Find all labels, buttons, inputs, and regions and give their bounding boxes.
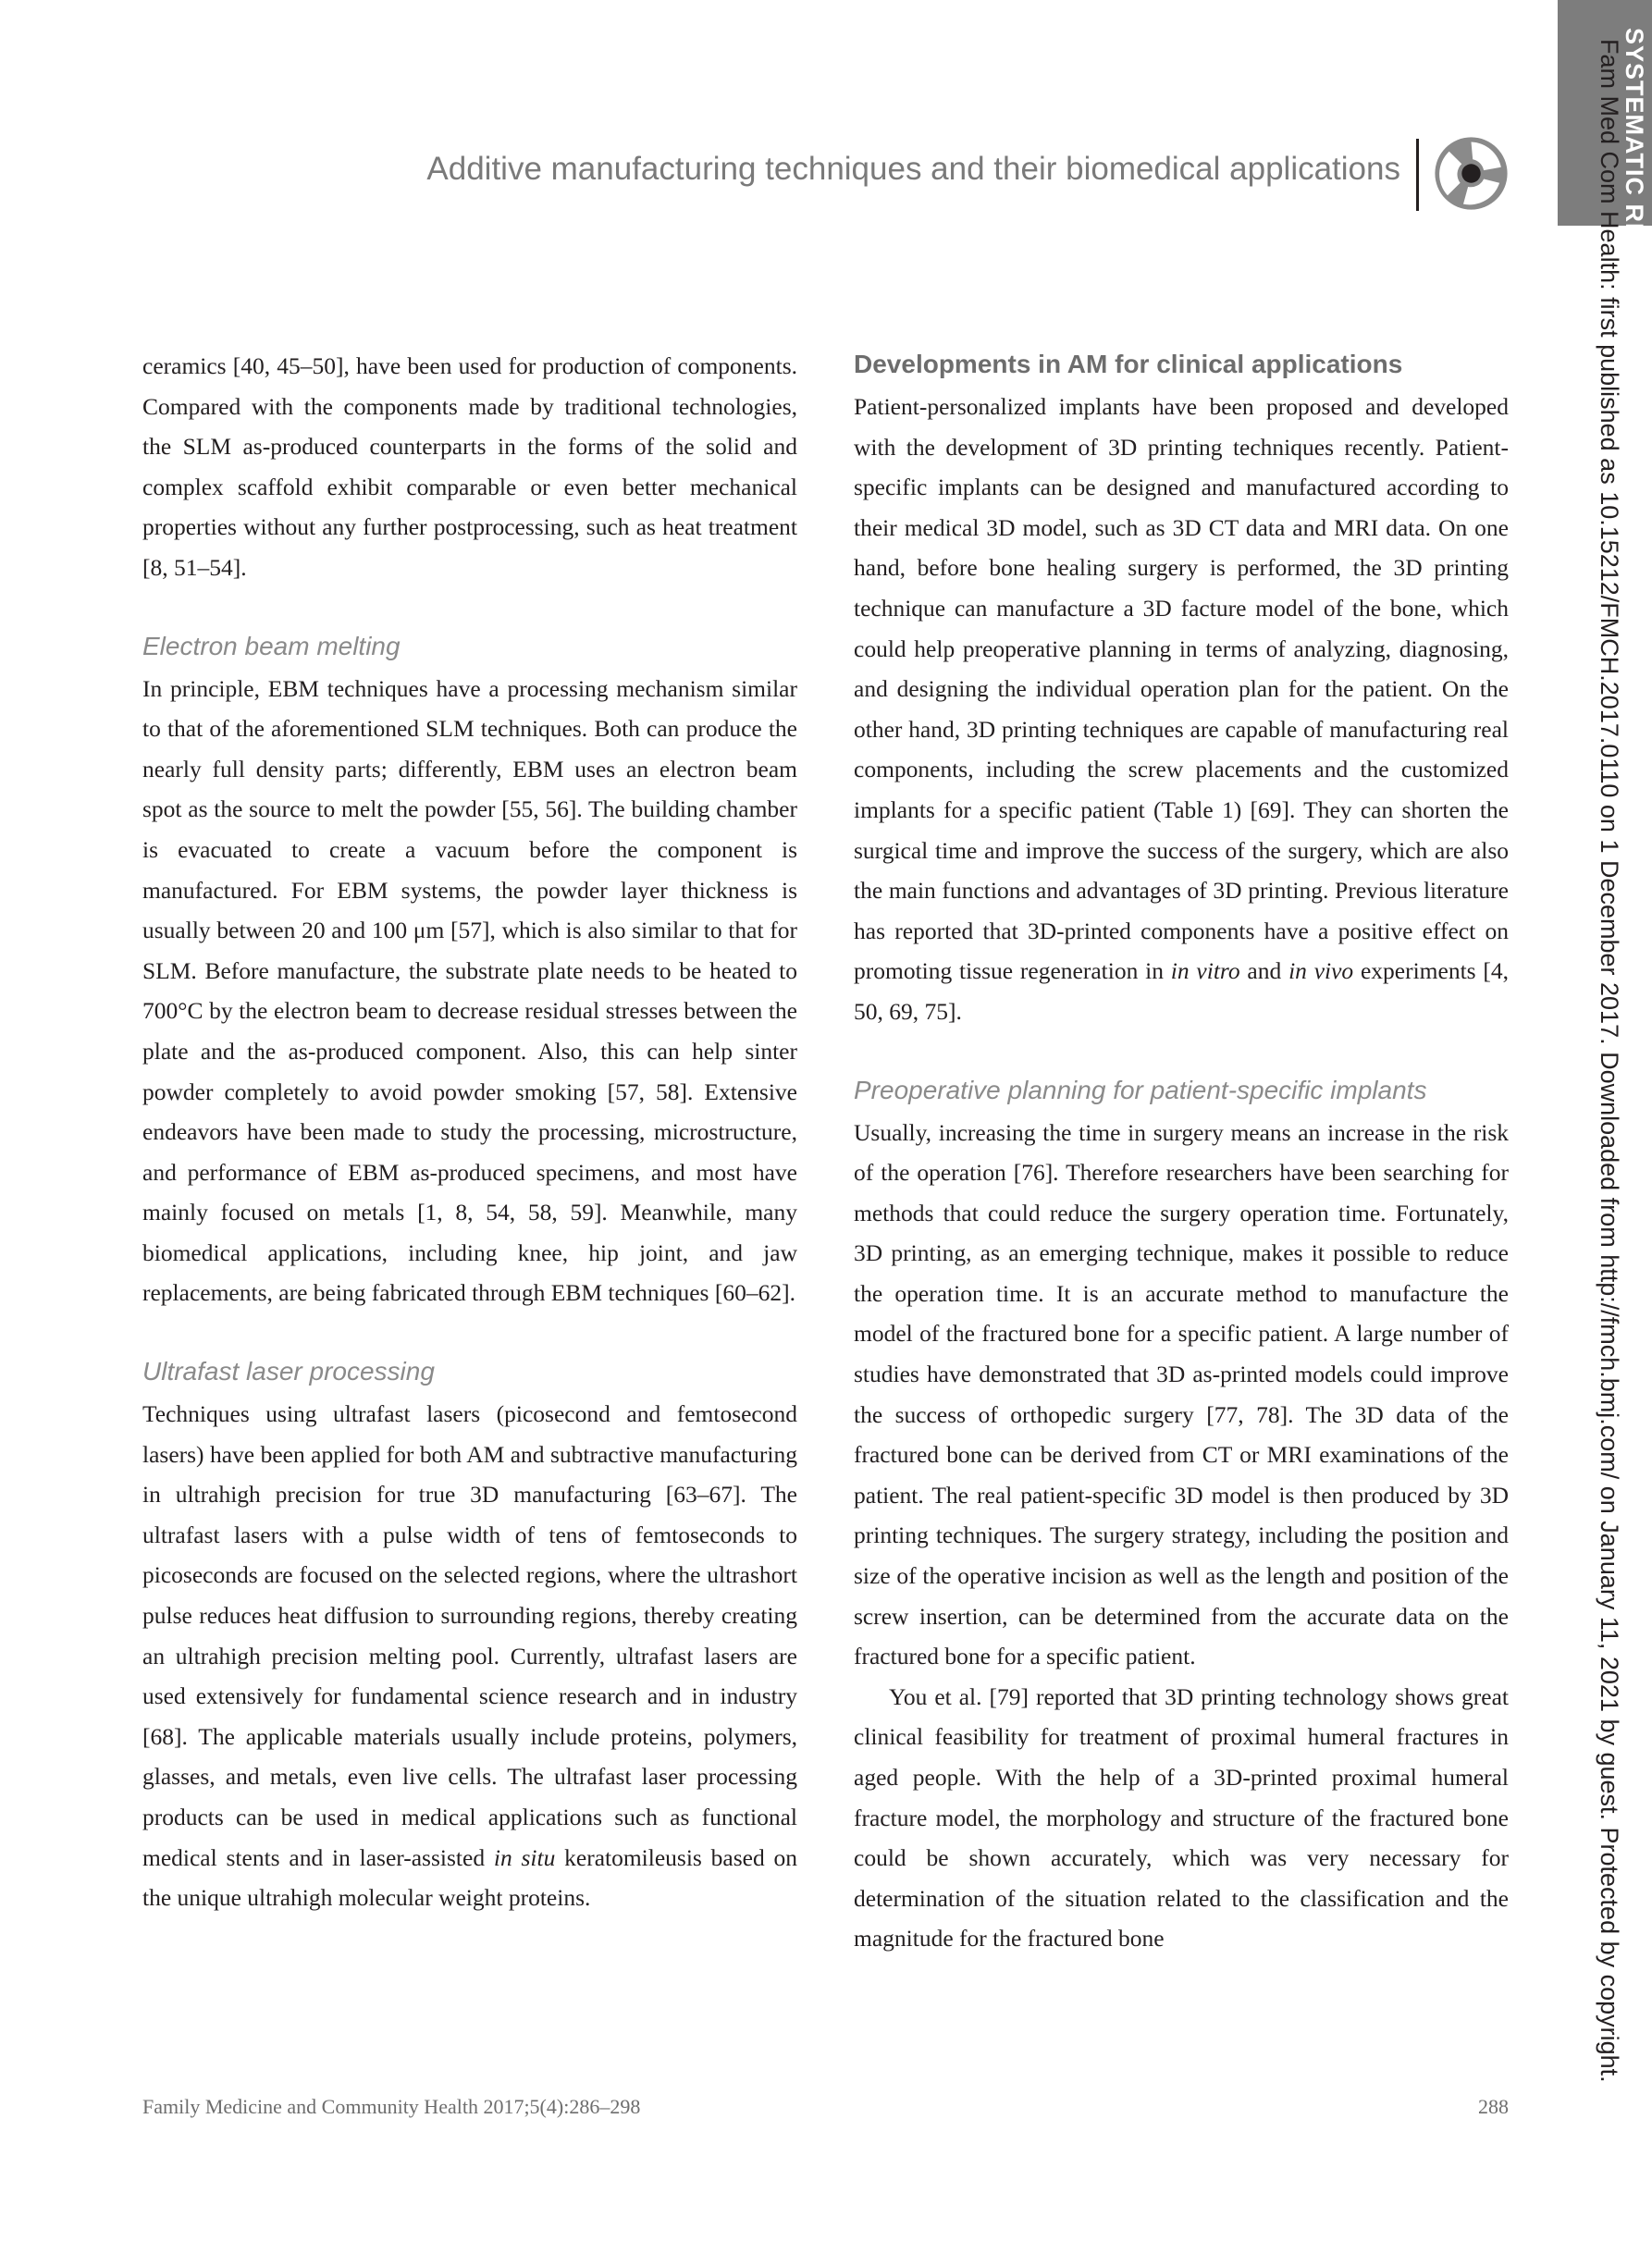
paragraph-developments <box>854 387 1509 1032</box>
italic-term: in vivo <box>1288 957 1354 985</box>
paragraph-preoperative: Usually, increasing the time in surgery means an increase in the risk of the operation [76]. Therefore researchers have been searching for methods that could reduce the surgery operation time. Fortunately, 3D printing, as an emerging technique, makes it possible to reduce the operation time. It is an accurate method to manufacture the model of the fractured bone for a specific patient. A large number of studies have demonstrated that 3D as-printed models could improve the success of orthopedic surgery [77, 78]. The 3D data of the fractured bone can be derived from CT or MRI examinations of the patient. The real patient-specific 3D model is then produced by 3D printing techniques. The surgery strategy, including the position and size of the operative incision as well as the length and position of the screw insertion, can be determined from the accurate data on the fractured bone for a specific patient. <box>854 1118 1509 1670</box>
text-span: keratomileusis based on the unique ultrahigh molecular weight proteins. <box>142 1843 798 1912</box>
subheading-preoperative-planning: Preoperative planning for patient-specific implants <box>854 1075 1427 1104</box>
left-column <box>142 346 797 1918</box>
header-divider <box>1416 139 1419 211</box>
footer-citation: Family Medicine and Community Health 2017;5(4):286–298 <box>142 2095 641 2118</box>
copyright-notice: Fam Med Com Health: first published as 10.15212/FMCH.2017.0110 on 1 December 2017. Downloaded from http://fmch.bmj.com/ on January 11, 2021 by guest. Protected by copyright. <box>1596 39 1623 2083</box>
paragraph-you-et-al: You et al. [79] reported that 3D printing technology shows great clinical feasibility for treatment of proximal humeral fractures in aged people. With the help of a 3D-printed proximal humeral fracture model, the morphology and structure of the fractured bone could be shown accurately, which was very necessary for determination of the situation related to the classification and the magnitude for the fractured bone <box>854 1682 1509 1953</box>
paragraph-slm-continued: ceramics [40, 45–50], have been used for production of components. Compared with the components made by traditional technologies, the SLM as-produced counterparts in the forms of the solid and complex scaffold exhibit comparable or even better mechanical properties without any further postprocessing, such as heat treatment [8, 51–54]. <box>142 352 797 581</box>
text-span: Patient-personalized implants have been proposed and developed with the development of 3D printing techniques recently. Patient-specific implants can be designed and manufactured according to their medical 3D model, such as 3D CT data and MRI data. On one hand, before bone healing surgery is performed, the 3D printing technique can manufacture a 3D facture model of the bone, which could help preoperative planning in terms of analyzing, diagnosing, and designing the individual operation plan for the patient. On the other hand, 3D printing techniques are capable of manufacturing real components, including the screw placements and the customized implants for a specific patient (Table 1) [69]. They can shorten the surgical time and improve the success of the surgery, which are also the main functions and advantages of 3D printing. Previous literature has reported that 3D-printed components have a positive effect on promoting tissue regeneration in <box>854 393 1509 985</box>
subheading-ultrafast-laser: Ultrafast laser processing <box>142 1357 435 1386</box>
page-number: 288 <box>1478 2095 1509 2118</box>
italic-term: in vitro <box>1170 957 1240 985</box>
running-title: Additive manufacturing techniques and their biomedical applications <box>426 151 1400 187</box>
journal-circle-logo-icon <box>1432 134 1510 213</box>
paragraph-ebm: In principle, EBM techniques have a processing mechanism similar to that of the aforementioned SLM techniques. Both can produce the nearly full density parts; differently, EBM uses an electron beam spot as the source to melt the powder [55, 56]. The building chamber is evacuated to create a vacuum before the component is manufactured. For EBM systems, the powder layer thickness is usually between 20 and 100 μm [57], which is also similar to that for SLM. Before manufacture, the substrate plate needs to be heated to 700°C by the electron beam to decrease residual stresses between the plate and the as-produced component. Also, this can help sinter powder completely to avoid powder smoking [57, 58]. Extensive endeavors have been made to study the processing, microstructure, and performance of EBM as-produced specimens, and most have mainly focused on metals [1, 8, 54, 58, 59]. Meanwhile, many biomedical applications, including knee, hip joint, and jaw replacements, are being fabricated through EBM techniques [60–62]. <box>142 674 797 1307</box>
text-span: experiments [4, 50, 69, 75]. <box>854 957 1510 1025</box>
italic-term: in situ <box>493 1843 556 1871</box>
section-heading-developments: Developments in AM for clinical applications <box>854 350 1403 378</box>
text-span: and <box>1239 957 1289 985</box>
section-tab-label: SYSTEMATIC REVIEW <box>1621 28 1648 309</box>
text-span: Techniques using ultrafast lasers (picosecond and femtosecond lasers) have been applied for both AM and subtractive manufacturing in ultrahigh precision for true 3D manufacturing [63–67]. The ultrafast lasers with a pulse width of tens of femtoseconds to picoseconds are focused on the selected regions, where the ultrashort pulse reduces heat diffusion to surrounding regions, thereby creating an ultrahigh precision melting pool. Currently, ultrafast lasers are used extensively for fundamental science research and in industry [68]. The applicable materials usually include proteins, polymers, glasses, and metals, even live cells. The ultrafast laser processing products can be used in medical applications such as functional medical stents and in laser-assisted <box>142 1400 797 1871</box>
paragraph-ultrafast-laser <box>142 1394 797 1918</box>
subheading-electron-beam-melting: Electron beam melting <box>142 631 401 660</box>
right-column <box>854 346 1509 1959</box>
